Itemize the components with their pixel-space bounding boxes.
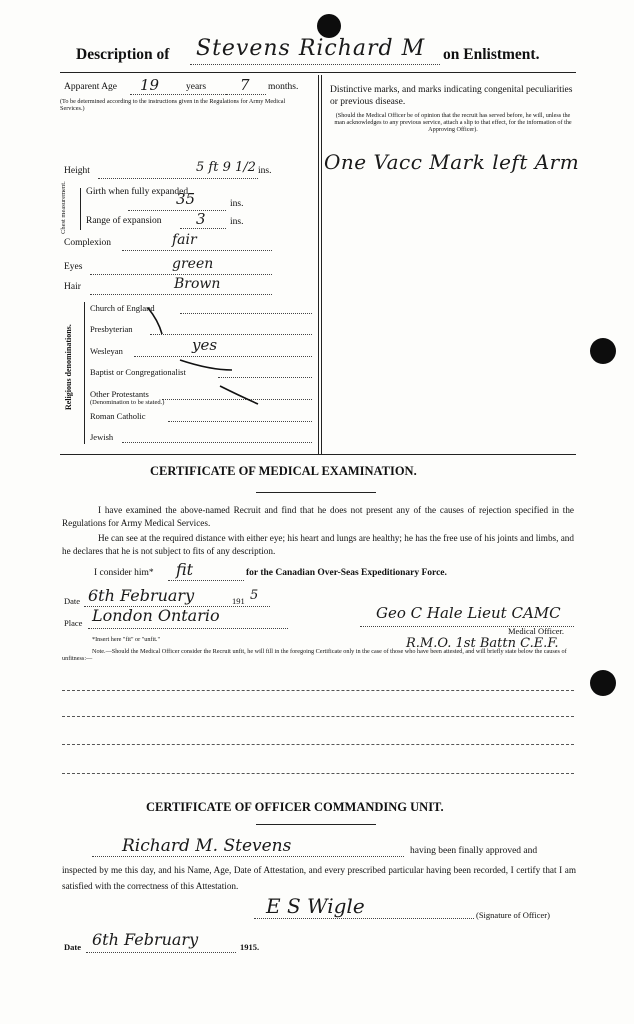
punch-hole-middle bbox=[590, 338, 616, 364]
range-unit: ins. bbox=[230, 217, 244, 227]
medical-officer-unit: R.M.O. 1st Battn C.E.F. bbox=[406, 636, 559, 651]
girth-unit: ins. bbox=[230, 199, 244, 209]
religion-line-6 bbox=[122, 442, 312, 443]
unfitness-line-3 bbox=[62, 744, 574, 745]
commanding-officer-signature: E S Wigle bbox=[266, 894, 365, 918]
religion-item-other-protestants: Other Protestants bbox=[90, 389, 149, 399]
religion-item-wesleyan: Wesleyan bbox=[90, 346, 123, 356]
medical-year-hand: 5 bbox=[250, 588, 259, 603]
religion-item-roman-catholic: Roman Catholic bbox=[90, 411, 146, 421]
medical-date-label: Date bbox=[64, 596, 81, 606]
age-note: (To be determined according to the instructions given in the Regulations for Army Medical Services.) bbox=[60, 98, 286, 112]
consider-line bbox=[168, 580, 244, 581]
hair-label: Hair bbox=[64, 282, 81, 292]
box-divider-vertical-2 bbox=[321, 75, 322, 455]
medical-note: Note.—Should the Medical Officer consider the Recruit unfit, he will fill in the foregoing Certificate only in the case of those who have been attested, and will briefly state below the causes of unfitness:— bbox=[62, 648, 567, 662]
commanding-date-line bbox=[86, 952, 236, 953]
commanding-para-rest: inspected by me this day, and his Name, Age, Date of Attestation, and every prescribed particular having been recorded, I certify that I am satisfied with the correctness of this Attestation. bbox=[62, 865, 576, 891]
religion-item-baptist: Baptist or Congregationalist bbox=[90, 367, 186, 377]
hair-value: Brown bbox=[174, 276, 221, 292]
box-divider-vertical bbox=[318, 75, 319, 455]
consider-for-label: for the Canadian Over-Seas Expeditionary Force. bbox=[246, 568, 447, 578]
complexion-label: Complexion bbox=[64, 238, 111, 248]
marks-value: One Vacc Mark left Arm bbox=[324, 150, 580, 174]
height-label: Height bbox=[64, 166, 90, 176]
religion-other-note: (Denomination to be stated.) bbox=[90, 399, 165, 406]
religion-line-5 bbox=[168, 421, 312, 422]
marks-note: (Should the Medical Officer be of opinion that the recruit has served before, he will, unless the man acknowledges to any previous service, attach a slip to that effect, for the information of the Approving Officer). bbox=[334, 112, 572, 133]
medical-place-label: Place bbox=[64, 618, 83, 628]
medical-place-line bbox=[88, 628, 288, 629]
religion-side-label-text: Religious denominations. bbox=[64, 324, 73, 410]
religion-item-presbyterian: Presbyterian bbox=[90, 324, 133, 334]
range-line bbox=[180, 228, 226, 229]
commanding-name-line bbox=[92, 856, 404, 857]
medical-title-underline bbox=[256, 492, 376, 493]
religion-mark-wesleyan: yes bbox=[192, 336, 218, 354]
unfitness-line-2 bbox=[62, 716, 574, 717]
commanding-certificate-title: CERTIFICATE OF OFFICER COMMANDING UNIT. bbox=[146, 800, 444, 814]
religion-pen-strokes bbox=[140, 300, 280, 410]
complexion-line bbox=[122, 250, 272, 251]
hair-line bbox=[90, 294, 272, 295]
eyes-label: Eyes bbox=[64, 262, 83, 272]
header-title-right: on Enlistment. bbox=[443, 46, 540, 63]
height-value: 5 ft 9 1/2 bbox=[196, 160, 256, 175]
medical-place-value: London Ontario bbox=[92, 606, 220, 625]
months-label: months. bbox=[268, 82, 299, 92]
complexion-value: fair bbox=[172, 232, 197, 248]
commanding-date-value: 6th February bbox=[92, 930, 199, 949]
unfitness-line-1 bbox=[62, 690, 574, 691]
commanding-recruit-name: Richard M. Stevens bbox=[122, 836, 292, 856]
commanding-signature-line bbox=[254, 918, 474, 919]
religion-side-label bbox=[64, 300, 73, 410]
header-title-left: Description of bbox=[76, 46, 170, 63]
chest-bracket bbox=[80, 188, 81, 230]
medical-certificate-title: CERTIFICATE OF MEDICAL EXAMINATION. bbox=[150, 464, 417, 478]
unfitness-line-4 bbox=[62, 773, 574, 774]
commanding-year-printed: 1915. bbox=[240, 942, 260, 952]
commanding-date-label: Date bbox=[64, 942, 81, 952]
box-top-rule bbox=[60, 72, 576, 73]
consider-label: I consider him* bbox=[94, 568, 154, 578]
insert-note: *Insert here "fit" or "unfit." bbox=[92, 636, 161, 643]
age-years-value: 19 bbox=[140, 76, 160, 94]
age-months-value: 7 bbox=[240, 76, 250, 94]
religion-item-church-of-england: Church of England bbox=[90, 303, 155, 313]
commanding-signature-label: (Signature of Officer) bbox=[476, 910, 550, 920]
commanding-para-start: having been finally approved and bbox=[410, 846, 538, 856]
religion-item-jewish: Jewish bbox=[90, 432, 114, 442]
medical-year-printed: 191 bbox=[232, 596, 245, 606]
eyes-line bbox=[90, 274, 272, 275]
medical-date-value: 6th February bbox=[88, 586, 195, 605]
age-years-line bbox=[130, 94, 230, 95]
range-label: Range of expansion bbox=[86, 216, 162, 226]
eyes-value: green bbox=[172, 256, 214, 272]
medical-officer-signature: Geo C Hale Lieut CAMC bbox=[376, 604, 561, 622]
medical-para-1: I have examined the above-named Recruit and find that he does not present any of the causes of rejection specified in the Regulations for Army Medical Services. bbox=[62, 505, 574, 528]
marks-heading: Distinctive marks, and marks indicating congenital peculiarities or previous disease. bbox=[330, 85, 573, 107]
age-months-line bbox=[226, 94, 266, 95]
chest-side-label-text: Chest measurement. bbox=[60, 181, 67, 234]
medical-officer-label: Medical Officer. bbox=[508, 626, 565, 636]
medical-para-2: He can see at the required distance with either eye; his heart and lungs are healthy; he has the free use of his joints and limbs, and he declares that he is not subject to fits of any description. bbox=[62, 533, 574, 556]
girth-value: 35 bbox=[176, 190, 196, 208]
commanding-title-underline bbox=[256, 824, 376, 825]
chest-side-label bbox=[60, 181, 67, 234]
girth-line bbox=[128, 210, 226, 211]
years-label: years bbox=[186, 82, 207, 92]
height-unit: ins. bbox=[258, 166, 272, 176]
girth-label: Girth when fully expanded bbox=[86, 187, 189, 197]
range-value: 3 bbox=[196, 210, 206, 228]
height-line bbox=[98, 178, 258, 179]
punch-hole-top bbox=[317, 14, 341, 38]
recruit-name-handwritten: Stevens Richard M bbox=[196, 36, 426, 61]
header-name-line bbox=[190, 64, 440, 65]
punch-hole-lower bbox=[590, 670, 616, 696]
consider-value: fit bbox=[176, 560, 194, 579]
age-label: Apparent Age bbox=[64, 82, 118, 92]
box-bottom-rule bbox=[60, 454, 576, 455]
religion-bracket bbox=[84, 302, 85, 444]
